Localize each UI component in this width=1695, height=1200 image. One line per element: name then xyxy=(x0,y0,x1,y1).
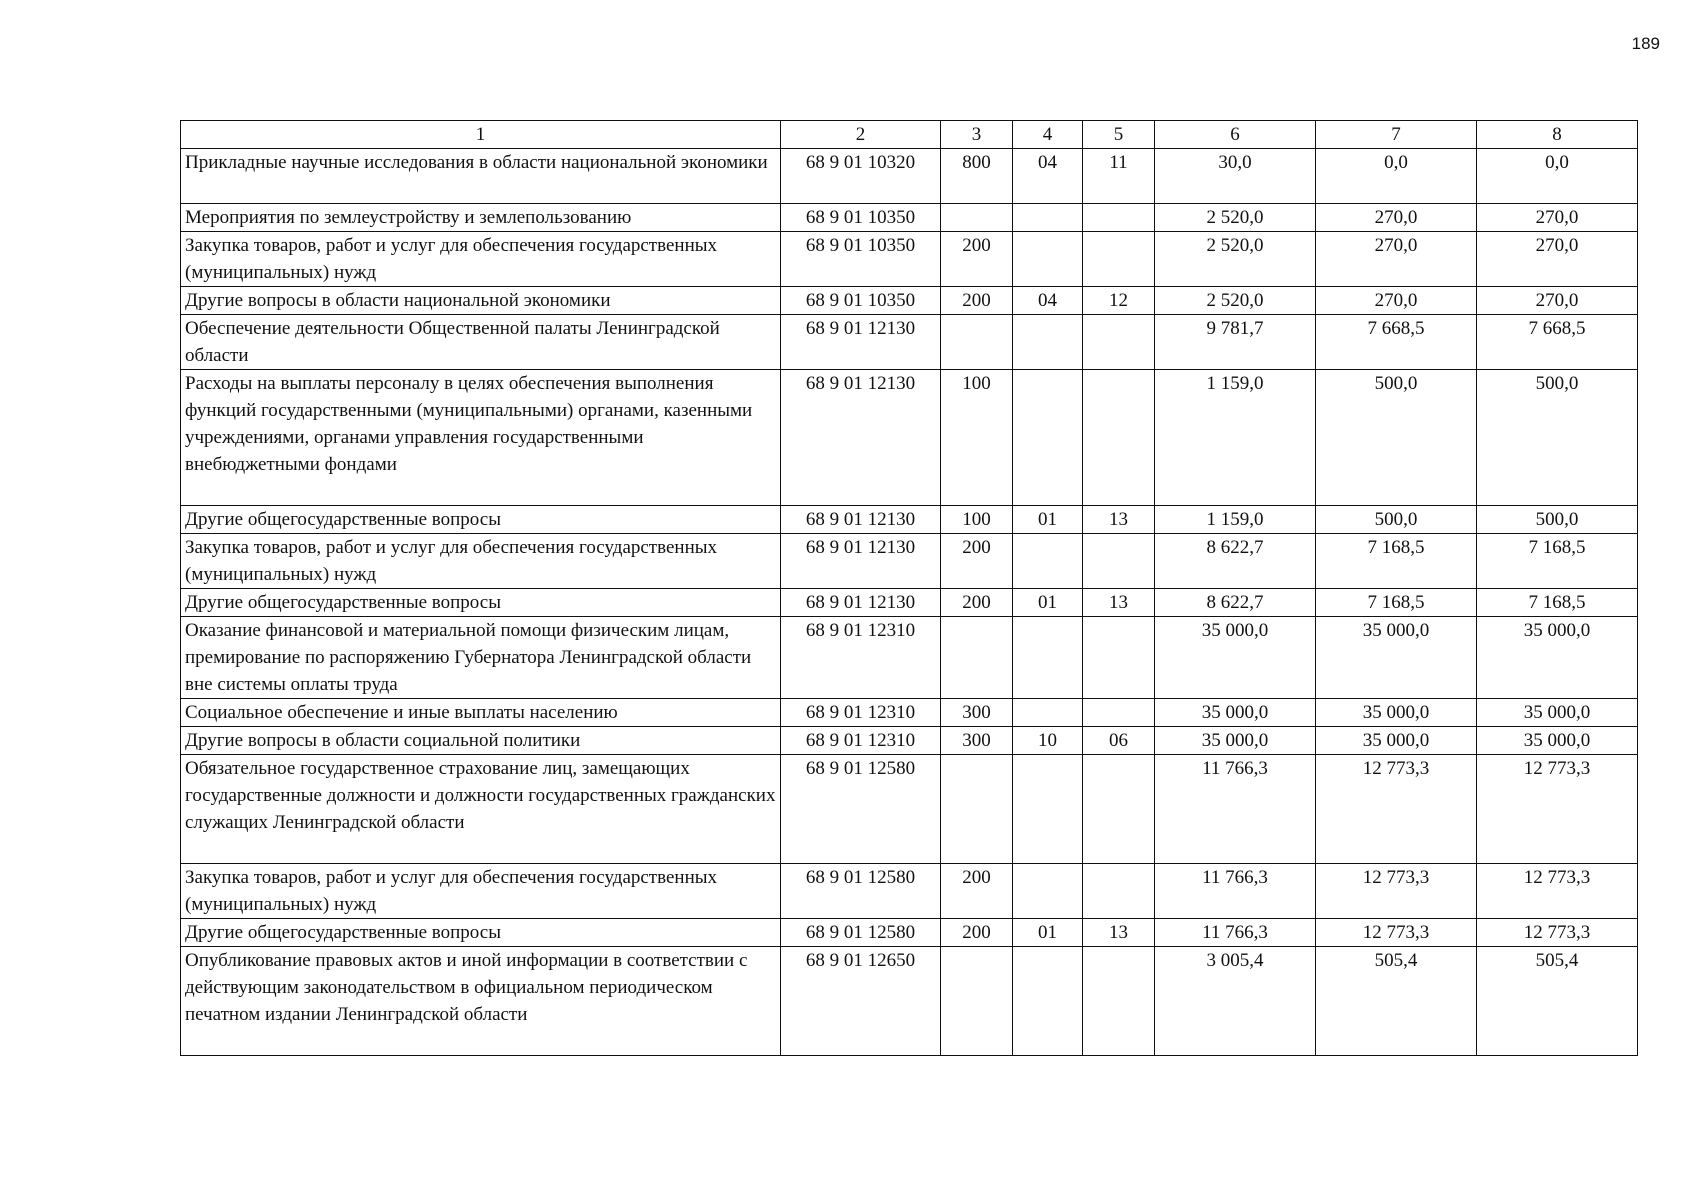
row-expense-type xyxy=(941,617,1013,699)
row-code: 68 9 01 12580 xyxy=(781,755,941,864)
row-amount-7: 12 773,3 xyxy=(1316,919,1477,947)
row-amount-8: 7 668,5 xyxy=(1477,315,1638,370)
row-subsection xyxy=(1083,617,1155,699)
row-expense-type: 200 xyxy=(941,864,1013,919)
row-code: 68 9 01 12580 xyxy=(781,919,941,947)
row-amount-6: 9 781,7 xyxy=(1155,315,1316,370)
row-section: 01 xyxy=(1013,589,1083,617)
row-code: 68 9 01 12650 xyxy=(781,947,941,1056)
row-section xyxy=(1013,864,1083,919)
table-row xyxy=(181,287,1638,315)
table-row xyxy=(181,589,1638,617)
table-row xyxy=(181,506,1638,534)
row-expense-type: 200 xyxy=(941,589,1013,617)
row-amount-6: 2 520,0 xyxy=(1155,204,1316,232)
row-name: Социальное обеспечение и иные выплаты населению xyxy=(181,699,781,727)
row-amount-8: 270,0 xyxy=(1477,204,1638,232)
row-subsection xyxy=(1083,204,1155,232)
row-name: Обеспечение деятельности Общественной палаты Ленинградской области xyxy=(181,315,781,370)
row-subsection: 13 xyxy=(1083,919,1155,947)
row-name: Оказание финансовой и материальной помощи физическим лицам, премирование по распоряжению Губернатора Ленинградской области вне системы оплаты труда xyxy=(181,617,781,699)
row-section xyxy=(1013,370,1083,506)
row-amount-7: 7 168,5 xyxy=(1316,589,1477,617)
row-amount-6: 11 766,3 xyxy=(1155,755,1316,864)
row-section: 01 xyxy=(1013,919,1083,947)
row-amount-7: 35 000,0 xyxy=(1316,699,1477,727)
row-name: Мероприятия по землеустройству и землепользованию xyxy=(181,204,781,232)
row-code: 68 9 01 10350 xyxy=(781,232,941,287)
col-header-5: 5 xyxy=(1083,121,1155,149)
row-section xyxy=(1013,755,1083,864)
row-code: 68 9 01 12130 xyxy=(781,370,941,506)
col-header-1: 1 xyxy=(181,121,781,149)
col-header-6: 6 xyxy=(1155,121,1316,149)
row-subsection xyxy=(1083,232,1155,287)
row-amount-8: 12 773,3 xyxy=(1477,755,1638,864)
row-amount-6: 3 005,4 xyxy=(1155,947,1316,1056)
row-subsection: 12 xyxy=(1083,287,1155,315)
col-header-4: 4 xyxy=(1013,121,1083,149)
row-amount-8: 0,0 xyxy=(1477,149,1638,204)
row-amount-8: 505,4 xyxy=(1477,947,1638,1056)
row-expense-type: 200 xyxy=(941,534,1013,589)
row-name: Другие общегосударственные вопросы xyxy=(181,506,781,534)
row-section xyxy=(1013,315,1083,370)
row-expense-type: 200 xyxy=(941,287,1013,315)
row-amount-6: 35 000,0 xyxy=(1155,727,1316,755)
row-section xyxy=(1013,947,1083,1056)
row-name: Другие вопросы в области национальной экономики xyxy=(181,287,781,315)
row-code: 68 9 01 12130 xyxy=(781,534,941,589)
row-expense-type: 300 xyxy=(941,699,1013,727)
row-section: 10 xyxy=(1013,727,1083,755)
row-amount-6: 2 520,0 xyxy=(1155,232,1316,287)
row-subsection xyxy=(1083,534,1155,589)
row-code: 68 9 01 12130 xyxy=(781,506,941,534)
row-amount-6: 8 622,7 xyxy=(1155,589,1316,617)
row-amount-7: 500,0 xyxy=(1316,506,1477,534)
row-name: Прикладные научные исследования в области национальной экономики xyxy=(181,149,781,204)
table-row xyxy=(181,315,1638,370)
table-row xyxy=(181,370,1638,506)
row-name: Другие общегосударственные вопросы xyxy=(181,589,781,617)
row-amount-7: 12 773,3 xyxy=(1316,864,1477,919)
table-row xyxy=(181,864,1638,919)
table-row xyxy=(181,919,1638,947)
row-name: Расходы на выплаты персоналу в целях обеспечения выполнения функций государственными (муниципальными) органами, казенными учреждениями, органами управления государственными внебюджетными фондами xyxy=(181,370,781,506)
row-subsection xyxy=(1083,699,1155,727)
row-amount-6: 30,0 xyxy=(1155,149,1316,204)
row-amount-8: 7 168,5 xyxy=(1477,589,1638,617)
table-row xyxy=(181,534,1638,589)
row-code: 68 9 01 12310 xyxy=(781,727,941,755)
row-expense-type: 100 xyxy=(941,370,1013,506)
table-row xyxy=(181,149,1638,204)
row-name: Другие общегосударственные вопросы xyxy=(181,919,781,947)
row-code: 68 9 01 12580 xyxy=(781,864,941,919)
row-subsection xyxy=(1083,370,1155,506)
row-subsection xyxy=(1083,315,1155,370)
row-amount-8: 270,0 xyxy=(1477,287,1638,315)
row-amount-8: 12 773,3 xyxy=(1477,864,1638,919)
row-code: 68 9 01 12310 xyxy=(781,617,941,699)
row-code: 68 9 01 12310 xyxy=(781,699,941,727)
row-amount-7: 35 000,0 xyxy=(1316,727,1477,755)
row-amount-7: 12 773,3 xyxy=(1316,755,1477,864)
table-row xyxy=(181,204,1638,232)
row-amount-8: 500,0 xyxy=(1477,506,1638,534)
table-row xyxy=(181,755,1638,864)
table-row xyxy=(181,727,1638,755)
row-expense-type xyxy=(941,755,1013,864)
row-amount-8: 35 000,0 xyxy=(1477,617,1638,699)
row-code: 68 9 01 10350 xyxy=(781,204,941,232)
row-name: Опубликование правовых актов и иной информации в соответствии с действующим законодательством в официальном периодическом печатном издании Ленинградской области xyxy=(181,947,781,1056)
row-subsection xyxy=(1083,947,1155,1056)
col-header-3: 3 xyxy=(941,121,1013,149)
table-row xyxy=(181,232,1638,287)
row-subsection xyxy=(1083,864,1155,919)
row-name: Закупка товаров, работ и услуг для обеспечения государственных (муниципальных) нужд xyxy=(181,232,781,287)
row-section xyxy=(1013,617,1083,699)
row-section xyxy=(1013,534,1083,589)
row-subsection xyxy=(1083,755,1155,864)
row-amount-7: 7 168,5 xyxy=(1316,534,1477,589)
row-amount-8: 12 773,3 xyxy=(1477,919,1638,947)
row-amount-7: 505,4 xyxy=(1316,947,1477,1056)
header-row xyxy=(181,121,1638,149)
row-expense-type xyxy=(941,947,1013,1056)
row-amount-8: 500,0 xyxy=(1477,370,1638,506)
row-amount-7: 0,0 xyxy=(1316,149,1477,204)
row-expense-type: 800 xyxy=(941,149,1013,204)
row-amount-6: 1 159,0 xyxy=(1155,506,1316,534)
budget-table xyxy=(180,120,1638,1056)
row-section xyxy=(1013,204,1083,232)
row-expense-type xyxy=(941,204,1013,232)
table-row xyxy=(181,947,1638,1056)
row-section: 04 xyxy=(1013,287,1083,315)
row-section xyxy=(1013,699,1083,727)
row-section: 01 xyxy=(1013,506,1083,534)
table-row xyxy=(181,617,1638,699)
row-name: Закупка товаров, работ и услуг для обеспечения государственных (муниципальных) нужд xyxy=(181,534,781,589)
row-subsection: 06 xyxy=(1083,727,1155,755)
row-expense-type: 200 xyxy=(941,232,1013,287)
row-amount-7: 270,0 xyxy=(1316,232,1477,287)
row-amount-7: 35 000,0 xyxy=(1316,617,1477,699)
row-expense-type: 300 xyxy=(941,727,1013,755)
row-code: 68 9 01 10350 xyxy=(781,287,941,315)
row-amount-6: 2 520,0 xyxy=(1155,287,1316,315)
row-amount-7: 500,0 xyxy=(1316,370,1477,506)
col-header-2: 2 xyxy=(781,121,941,149)
row-section: 04 xyxy=(1013,149,1083,204)
row-expense-type: 100 xyxy=(941,506,1013,534)
row-amount-8: 7 168,5 xyxy=(1477,534,1638,589)
row-section xyxy=(1013,232,1083,287)
row-code: 68 9 01 10320 xyxy=(781,149,941,204)
table-row xyxy=(181,699,1638,727)
row-amount-8: 35 000,0 xyxy=(1477,727,1638,755)
row-subsection: 11 xyxy=(1083,149,1155,204)
row-amount-7: 270,0 xyxy=(1316,287,1477,315)
row-amount-6: 11 766,3 xyxy=(1155,919,1316,947)
row-expense-type xyxy=(941,315,1013,370)
row-subsection: 13 xyxy=(1083,506,1155,534)
row-amount-6: 11 766,3 xyxy=(1155,864,1316,919)
row-code: 68 9 01 12130 xyxy=(781,315,941,370)
row-amount-6: 35 000,0 xyxy=(1155,617,1316,699)
page-number: 189 xyxy=(1631,34,1660,53)
row-amount-7: 270,0 xyxy=(1316,204,1477,232)
row-amount-6: 1 159,0 xyxy=(1155,370,1316,506)
row-subsection: 13 xyxy=(1083,589,1155,617)
row-amount-6: 8 622,7 xyxy=(1155,534,1316,589)
row-name: Обязательное государственное страхование лиц, замещающих государственные должности и должности государственных гражданских служащих Ленинградской области xyxy=(181,755,781,864)
row-amount-7: 7 668,5 xyxy=(1316,315,1477,370)
row-name: Другие вопросы в области социальной политики xyxy=(181,727,781,755)
row-amount-8: 270,0 xyxy=(1477,232,1638,287)
col-header-7: 7 xyxy=(1316,121,1477,149)
row-code: 68 9 01 12130 xyxy=(781,589,941,617)
row-expense-type: 200 xyxy=(941,919,1013,947)
row-amount-8: 35 000,0 xyxy=(1477,699,1638,727)
row-name: Закупка товаров, работ и услуг для обеспечения государственных (муниципальных) нужд xyxy=(181,864,781,919)
col-header-8: 8 xyxy=(1477,121,1638,149)
row-amount-6: 35 000,0 xyxy=(1155,699,1316,727)
